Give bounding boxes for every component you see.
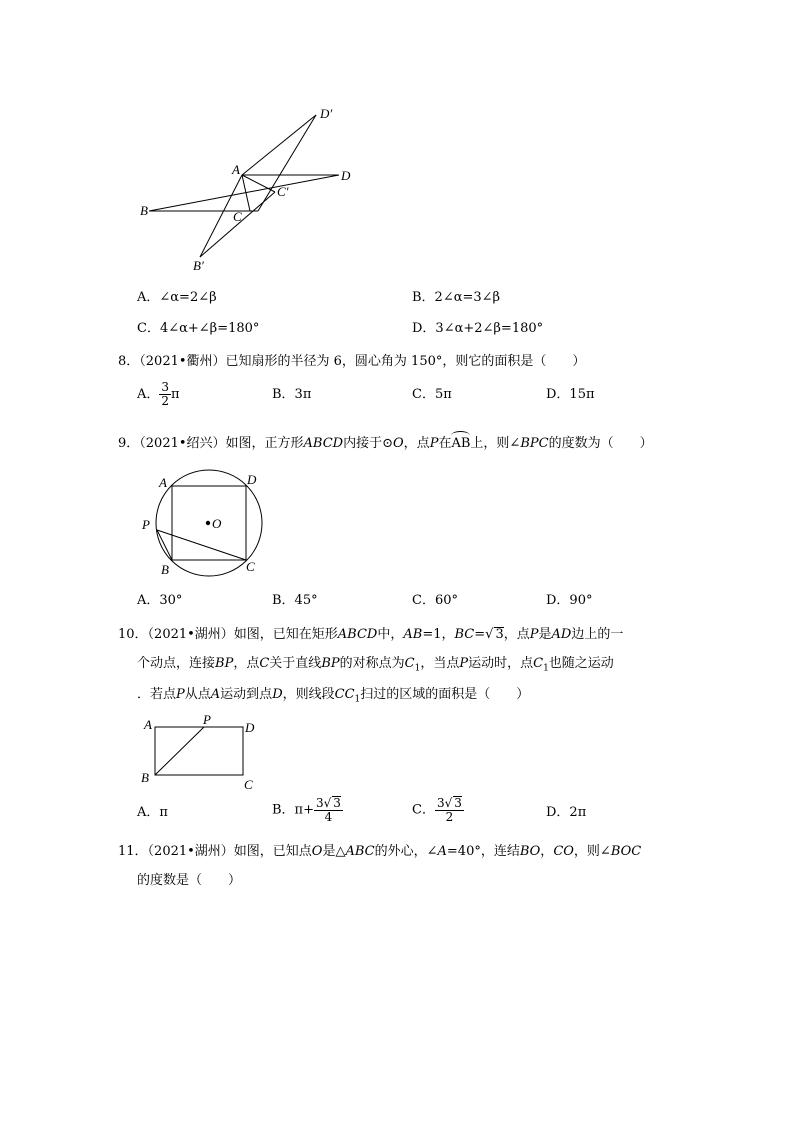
q10-text: ．若点	[137, 687, 177, 702]
q7-option-b: B．2∠α=3∠β	[412, 290, 501, 305]
q11-boc: BOC	[610, 844, 642, 859]
q7-figure	[130, 100, 370, 280]
q10-text: ，点	[233, 656, 260, 671]
q10-text: =1，	[422, 627, 455, 642]
q10-text: ，当点	[420, 656, 460, 671]
q9-label-O: O	[212, 516, 222, 531]
q10-option-c-prefix: C．	[412, 802, 435, 818]
q10-d: D	[272, 687, 283, 702]
q7-label-D: D	[341, 168, 351, 183]
q8-option-a-num: 3	[161, 380, 170, 394]
q9-option-a: A．30°	[137, 593, 183, 608]
q8-option-b: B．3π	[272, 387, 312, 402]
q10-option-b-sqrt: 3	[333, 796, 341, 810]
q11-text: ，	[540, 844, 554, 859]
q7-option-c: C．4∠α+∠β=180°	[137, 321, 260, 336]
q10-sub-1: 1	[543, 663, 549, 674]
q10-line-2	[137, 656, 614, 677]
q10-figure	[135, 710, 265, 795]
q10-bc: BC	[454, 627, 475, 642]
q10-option-b-den: 4	[324, 810, 333, 824]
q9-stem-text-1: 9．（2021•绍兴）如图，正方形	[118, 436, 304, 451]
q10-bp: BP	[215, 656, 234, 671]
q9-stem-text-2: 内接于⊙	[343, 436, 393, 451]
q10-c1: C	[533, 656, 544, 671]
q10-text: 个动点，连接	[137, 656, 216, 671]
q11-line-2: 的度数是（ ）	[137, 873, 242, 888]
q11-line-1	[118, 844, 641, 860]
q10-option-c-sqrt: 3	[454, 796, 462, 810]
q10-sqrt-3: 3	[495, 627, 504, 642]
q10-cc1: CC	[334, 687, 355, 702]
q8-option-a	[137, 381, 180, 408]
q7-label-A: A	[232, 162, 240, 177]
q10-label-A: A	[144, 717, 152, 732]
q9-label-P: P	[142, 517, 150, 532]
q10-text: 从点	[184, 687, 211, 702]
q10-text: 是	[538, 627, 552, 642]
q9-label-C: C	[246, 559, 255, 574]
q10-text: 扫过的区域的面积是（ ）	[360, 687, 530, 702]
q9-stem-text-5: 上，则∠	[470, 436, 521, 451]
q9-stem-abcd: ABCD	[303, 436, 344, 451]
q10-label-B: B	[141, 770, 149, 785]
q10-text: ，点	[503, 627, 530, 642]
q9-stem-bpc: BPC	[520, 436, 549, 451]
q10-line-3	[137, 687, 529, 708]
q9-stem	[118, 433, 653, 452]
q10-option-a: A．π	[137, 805, 168, 820]
q10-option-c-coef: 3	[436, 796, 445, 810]
q10-text: 10．（2021•湖州）如图，已知在矩形	[118, 627, 338, 642]
q10-text: 关于直线	[269, 656, 322, 671]
q10-option-b-sqrt-symbol: √	[323, 796, 332, 810]
q9-stem-text-4: 在	[438, 436, 452, 451]
q10-p: P	[459, 656, 469, 671]
q8-option-a-suffix: π	[171, 387, 180, 402]
q8-option-c: C．5π	[412, 387, 452, 402]
q10-option-b-coef: 3	[316, 796, 324, 810]
q10-line-1	[118, 627, 623, 643]
q10-text: 边上的一	[571, 627, 624, 642]
q9-stem-p: P	[429, 436, 439, 451]
q7-option-a: A．∠α=2∠β	[137, 290, 217, 305]
q10-p: P	[176, 687, 185, 702]
q10-sub-1: 1	[414, 663, 421, 674]
q8-option-a-prefix: A．	[137, 387, 160, 402]
q10-option-b	[272, 796, 343, 824]
q9-option-c: C．60°	[412, 593, 458, 608]
q10-label-D: D	[245, 720, 255, 735]
q7-label-C: C	[233, 209, 242, 224]
q9-stem-text-3: ，点	[403, 436, 430, 451]
q10-option-c-den: 2	[445, 810, 454, 824]
q10-option-b-prefix: B．π+	[272, 802, 314, 818]
q9-option-b: B．45°	[272, 593, 318, 608]
q11-co: CO	[553, 844, 574, 859]
q9-figure	[135, 468, 270, 583]
q11-a: A	[437, 844, 447, 859]
q10-text: 中，	[377, 627, 404, 642]
q7-label-C-prime: C′	[277, 184, 289, 199]
q9-stem-o: O	[393, 436, 404, 451]
q11-text: 的外心，∠	[374, 844, 438, 859]
q10-sqrt-symbol: √	[485, 627, 494, 642]
q11-text: 11．（2021•湖州）如图，已知点	[118, 844, 312, 859]
q10-text: =	[474, 627, 486, 642]
q11-text: =40°，连结	[446, 844, 520, 859]
q10-option-b-fraction	[314, 796, 343, 824]
q10-option-c-sqrt-symbol: √	[444, 796, 453, 810]
q8-option-a-den: 2	[161, 394, 170, 408]
q9-stem-text-6: 的度数为（ ）	[548, 436, 653, 451]
q10-text: 运动到点	[220, 687, 273, 702]
q11-o: O	[311, 844, 323, 859]
q7-label-B: B	[140, 203, 148, 218]
q10-ad: AD	[551, 627, 572, 642]
q9-stem-arc-ab: AB	[451, 433, 470, 452]
q7-label-D-prime: D′	[320, 106, 333, 121]
q10-abcd: ABCD	[337, 627, 378, 642]
q9-label-B: B	[161, 562, 169, 577]
q10-text: 的对称点为	[339, 656, 405, 671]
q11-text: ，则∠	[573, 844, 611, 859]
q8-option-d: D．15π	[546, 387, 595, 402]
q10-label-P: P	[203, 712, 211, 727]
q10-option-c-fraction	[435, 796, 464, 824]
q7-label-B-prime: B′	[193, 258, 204, 273]
q10-c1: C	[404, 656, 415, 671]
q10-text: 运动时，点	[468, 656, 534, 671]
q7-option-d: D．3∠α+2∠β=180°	[412, 321, 544, 336]
q8-stem: 8．（2021•衢州）已知扇形的半径为 6，圆心角为 150°，则它的面积是（ ）	[118, 354, 586, 369]
q10-ab: AB	[403, 627, 423, 642]
q10-option-c-num	[435, 796, 464, 811]
q10-p: P	[529, 627, 539, 642]
q10-sub-1: 1	[354, 694, 361, 705]
q8-option-a-fraction	[159, 381, 171, 408]
q10-option-c	[412, 796, 464, 824]
q10-text: ，则线段	[282, 687, 335, 702]
q10-option-d: D．2π	[546, 805, 587, 820]
q10-a: A	[210, 687, 221, 702]
q10-text: 也随之运动	[548, 656, 614, 671]
q11-text: 是△	[322, 844, 346, 859]
q10-bp: BP	[321, 656, 340, 671]
q9-label-D: D	[247, 472, 257, 487]
q11-abc: ABC	[345, 844, 375, 859]
q9-option-d: D．90°	[546, 593, 593, 608]
q11-bo: BO	[519, 844, 541, 859]
q10-label-C: C	[244, 777, 253, 792]
q10-c: C	[259, 656, 270, 671]
q10-option-b-num	[314, 796, 343, 811]
q9-label-A: A	[159, 475, 167, 490]
